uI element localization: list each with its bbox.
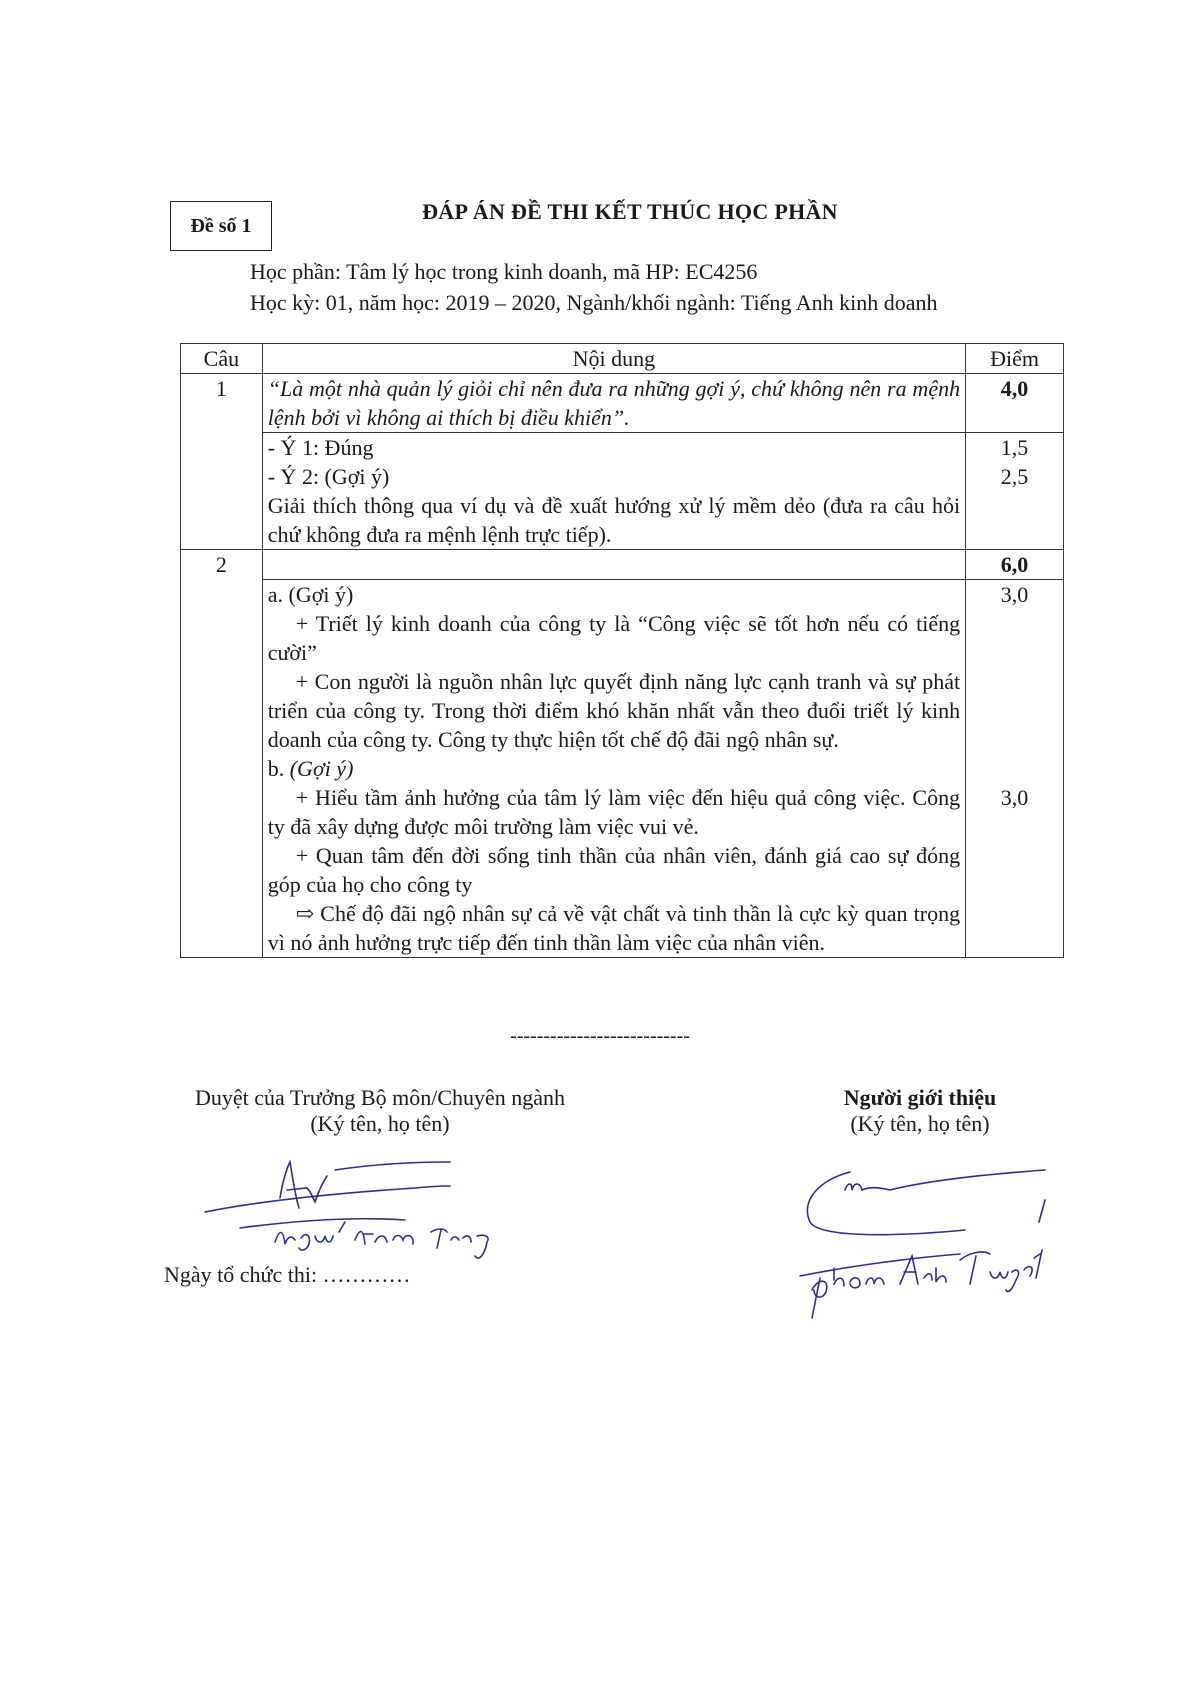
q2b-heading-italic: (Gợi ý): [289, 756, 354, 781]
introducer-note: (Ký tên, họ tên): [850, 1111, 990, 1136]
question-2-number: 2: [181, 550, 263, 958]
divider-dashes: ---------------------------: [510, 1025, 690, 1047]
signature-stroke: [205, 1186, 450, 1212]
q2a-point-1: + Triết lý kinh doanh của công ty là “Công việc sẽ tốt hơn nếu có tiếng cười”: [267, 611, 961, 665]
table-header-row: [181, 344, 1064, 374]
question-2-sub-scores: [966, 580, 1064, 958]
question-2-header: [262, 550, 965, 580]
q2b-point-2: + Quan tâm đến đời sống tinh thần của nhân viên, đánh giá cao sự đóng góp của họ cho công ty: [267, 843, 961, 897]
header-content: Nội dung: [262, 344, 965, 374]
question-1-total-score: 4,0: [966, 374, 1064, 433]
page-title: ĐÁP ÁN ĐỀ THI KẾT THÚC HỌC PHẦN: [422, 199, 838, 224]
q2b-score: 3,0: [1000, 785, 1029, 810]
term-info-line: Học kỳ: 01, năm học: 2019 – 2020, Ngành/khối ngành: Tiếng Anh kinh doanh: [250, 290, 938, 315]
introducer-block: [770, 1085, 1070, 1137]
introducer-role: Người giới thiệu: [843, 1085, 997, 1110]
header-score: Điểm: [966, 344, 1064, 374]
q2a-heading: a. (Gợi ý): [267, 582, 354, 607]
question-1-quote: “Là một nhà quản lý giỏi chỉ nên đưa ra những gợi ý, chứ không nên ra mệnh lệnh bởi vì không ai thích bị điều khiển”.: [262, 374, 965, 433]
exam-date-line: Ngày tổ chức thi: …………: [164, 1262, 411, 1287]
question-2-answer: [262, 580, 965, 958]
q1-idea-1-score: 1,5: [1000, 435, 1029, 460]
approver-block: [150, 1085, 610, 1137]
q2b-point-1: + Hiểu tầm ảnh hưởng của tâm lý làm việc đến hiệu quả công việc. Công ty đã xây dựng được môi trường làm việc vui vẻ.: [267, 785, 961, 839]
course-info-line: Học phần: Tâm lý học trong kinh doanh, mã HP: EC4256: [250, 259, 758, 284]
q1-idea-2-score: 2,5: [1000, 464, 1029, 489]
signature-stroke: [812, 1268, 884, 1318]
q1-explanation: Giải thích thông qua ví dụ và đề xuất hướng xử lý mềm dẻo (đưa ra câu hỏi chứ không đưa ra mệnh lệnh trực tiếp).: [267, 493, 961, 547]
q1-idea-1: - Ý 1: Đúng: [267, 435, 374, 460]
exam-number-box: Đề số 1: [170, 201, 272, 251]
signature-stroke: [960, 1250, 1042, 1292]
question-1-sub-scores: [966, 433, 1064, 550]
table-row: [181, 374, 1064, 433]
signature-stroke: [275, 1222, 488, 1258]
signature-stroke: [845, 1170, 1045, 1190]
table-row: [181, 580, 1064, 958]
q2a-point-2: + Con người là nguồn nhân lực quyết định năng lực cạnh tranh và sự phát triển của công ty. Trong thời điểm khó khăn nhất vẫn theo đuổi triết lý kinh doanh của công ty. Công ty thực hiện tốt chế độ đãi ngộ nhân sự.: [267, 669, 961, 752]
introducer-signature: [790, 1160, 1060, 1320]
q2b-conclusion: ⇨ Chế độ đãi ngộ nhân sự cả về vật chất và tinh thần là cực kỳ quan trọng vì nó ảnh hưởng trực tiếp đến tinh thần làm việc của nhân viên.: [267, 901, 961, 955]
header-no: Câu: [181, 344, 263, 374]
signature-stroke: [900, 1256, 946, 1284]
q2b-heading-prefix: b.: [267, 756, 290, 781]
signature-stroke: [807, 1172, 965, 1235]
q2b-heading: [268, 754, 960, 783]
approver-signature: [195, 1150, 515, 1270]
table-row: [181, 550, 1064, 580]
question-2-total-score: 6,0: [966, 550, 1064, 580]
approver-role: Duyệt của Trưởng Bộ môn/Chuyên ngành: [194, 1085, 566, 1110]
approver-note: (Ký tên, họ tên): [310, 1111, 450, 1136]
signature-stroke: [240, 1219, 405, 1228]
question-1-number: 1: [181, 374, 263, 550]
signature-stroke: [1039, 1200, 1045, 1222]
signature-stroke: [280, 1162, 450, 1208]
question-1-answer: [262, 433, 965, 550]
q1-idea-2: - Ý 2: (Gợi ý): [267, 464, 390, 489]
table-row: [181, 433, 1064, 550]
q2a-score: 3,0: [1000, 582, 1029, 607]
answer-table: [180, 343, 1064, 958]
